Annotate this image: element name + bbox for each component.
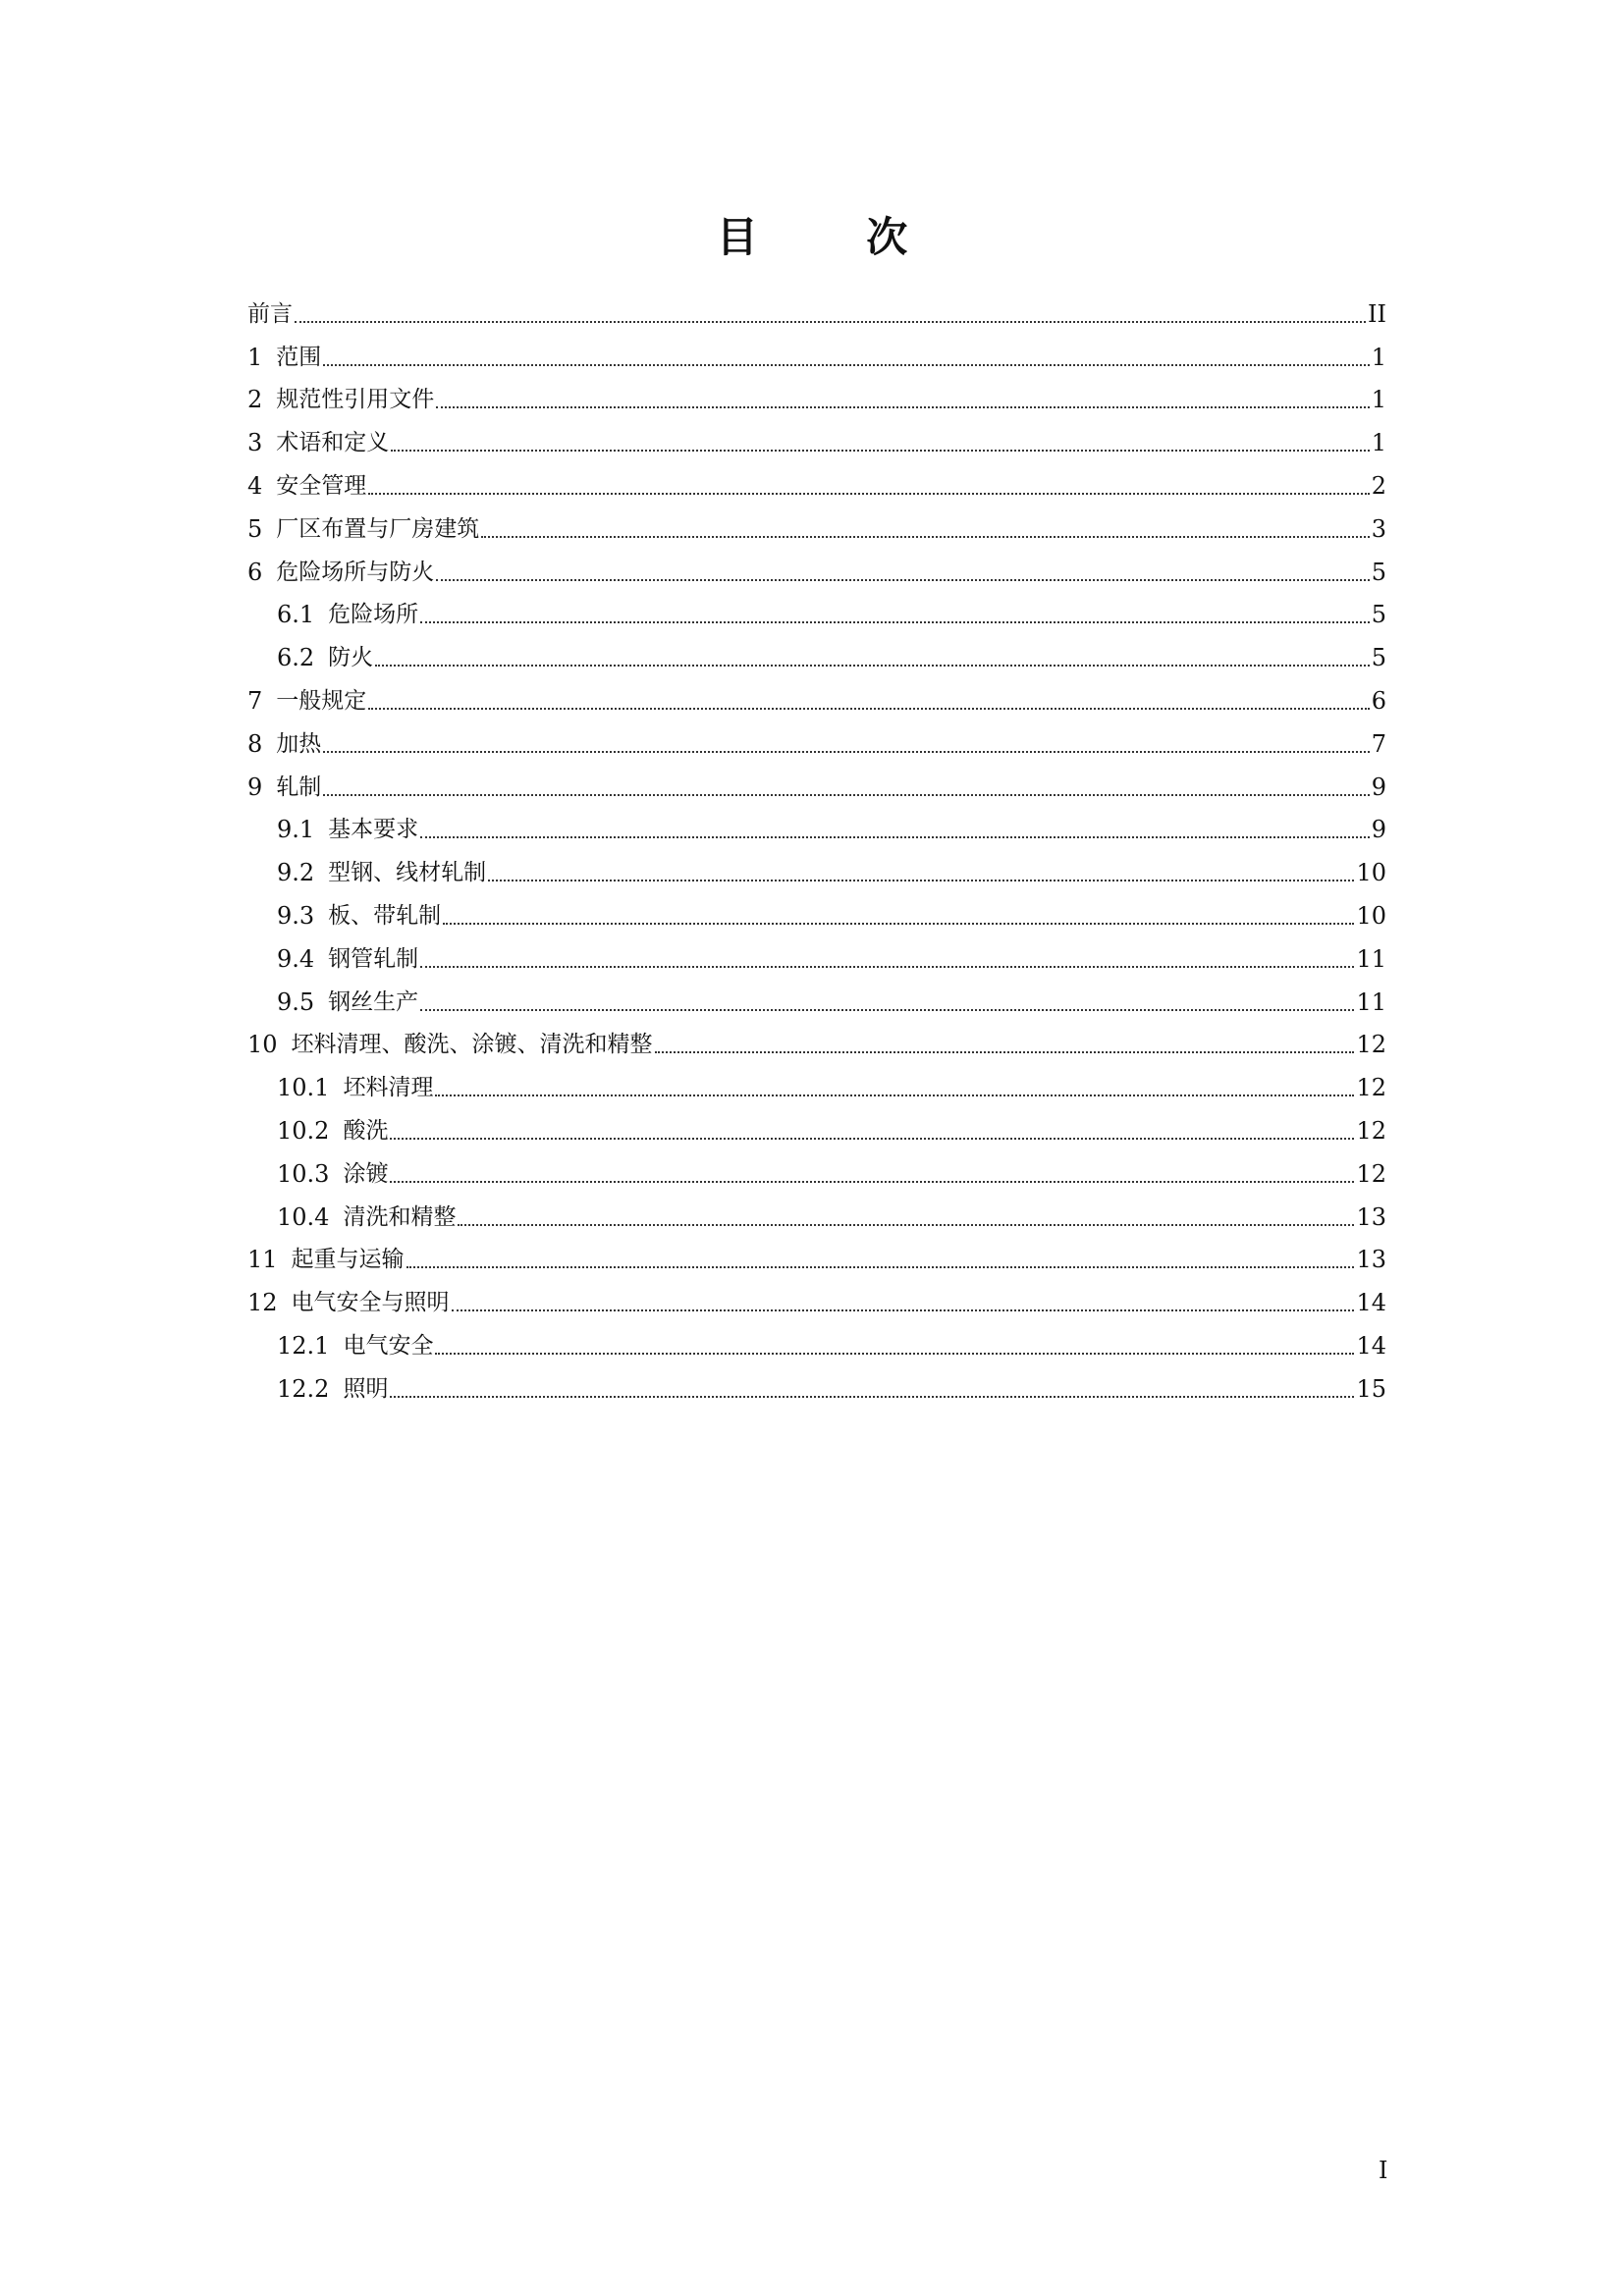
toc-entry[interactable] — [247, 844, 1386, 887]
toc-entry-page: 5 — [1371, 601, 1386, 629]
toc-entry-title: 板、带轧制 — [328, 902, 442, 929]
toc-entry-page: 15 — [1356, 1374, 1386, 1403]
toc-entry-page: 12 — [1356, 1031, 1386, 1059]
dot-leader — [390, 1396, 1354, 1398]
toc-entry-title: 涂镀 — [343, 1160, 389, 1187]
toc-entry-page: 7 — [1371, 729, 1386, 758]
toc-entry[interactable] — [247, 1102, 1386, 1146]
toc-entry[interactable] — [247, 629, 1386, 672]
toc-entry-page: 9 — [1371, 773, 1386, 801]
toc-entry-number: 9.4 — [277, 944, 315, 973]
toc-entry-page: 2 — [1371, 471, 1386, 500]
toc-entry-page: 14 — [1356, 1331, 1386, 1360]
toc-entry-number: 9.5 — [277, 988, 315, 1016]
toc-entry[interactable] — [247, 587, 1386, 630]
toc-entry-number: 10.3 — [277, 1159, 330, 1188]
dot-leader — [368, 493, 1369, 495]
toc-entry[interactable] — [247, 1317, 1386, 1361]
toc-entry-number: 1 — [247, 343, 263, 371]
dot-leader — [323, 751, 1369, 753]
dot-leader — [390, 1138, 1354, 1140]
dot-leader — [420, 836, 1370, 838]
toc-entry[interactable] — [247, 501, 1386, 544]
toc-entry-page: 12 — [1356, 1116, 1386, 1145]
toc-entry-title: 前言 — [247, 300, 293, 327]
dot-leader — [368, 708, 1369, 710]
toc-entry[interactable] — [247, 544, 1386, 587]
toc-entry[interactable] — [247, 1189, 1386, 1232]
toc-entry-page: II — [1368, 299, 1386, 328]
toc-entry[interactable] — [247, 457, 1386, 501]
toc-entry-title: 加热 — [276, 730, 322, 757]
toc-entry-title: 一般规定 — [276, 687, 367, 714]
toc-entry-title: 危险场所 — [328, 602, 419, 628]
toc-entry-number: 8 — [247, 729, 263, 758]
toc-entry[interactable] — [247, 1146, 1386, 1189]
toc-entry-page: 6 — [1371, 686, 1386, 715]
toc-entry-title: 钢管轧制 — [328, 945, 419, 972]
toc-entry[interactable] — [247, 286, 1386, 329]
toc-entry-title: 型钢、线材轧制 — [328, 860, 487, 886]
toc-entry-title: 基本要求 — [328, 817, 419, 843]
toc-entry-title: 钢丝生产 — [328, 988, 419, 1015]
dot-leader — [323, 794, 1369, 796]
toc-entry[interactable] — [247, 931, 1386, 974]
toc-entry-number: 6 — [247, 558, 263, 586]
toc-entry-number: 3 — [247, 429, 263, 457]
toc-entry-number: 9.1 — [277, 816, 315, 844]
toc-entry-number: 11 — [247, 1246, 278, 1274]
dot-leader — [436, 406, 1369, 408]
toc-entry-title: 防火 — [328, 645, 374, 671]
toc-entry-number: 9.2 — [277, 859, 315, 887]
toc-entry-page: 1 — [1371, 343, 1386, 371]
toc-entry-number: 10 — [247, 1031, 278, 1059]
toc-entry-page: 13 — [1356, 1202, 1386, 1231]
toc-entry[interactable] — [247, 414, 1386, 457]
toc-entry-title: 照明 — [343, 1375, 389, 1402]
toc-entry-title: 轧制 — [276, 774, 322, 800]
toc-entry[interactable] — [247, 1017, 1386, 1060]
toc-entry-page: 12 — [1356, 1074, 1386, 1102]
toc-entry-page: 12 — [1356, 1159, 1386, 1188]
toc-entry[interactable] — [247, 887, 1386, 931]
toc-entry-page: 10 — [1356, 901, 1386, 930]
toc-entry-number: 4 — [247, 471, 263, 500]
toc-entry-number: 12.2 — [277, 1374, 330, 1403]
toc-entry-page: 3 — [1371, 514, 1386, 543]
toc-entry-number: 6.1 — [277, 601, 315, 629]
toc-entry-number: 10.1 — [277, 1074, 330, 1102]
toc-entry-title: 术语和定义 — [276, 430, 390, 456]
toc-entry-title: 电气安全 — [343, 1332, 434, 1359]
toc-entry[interactable] — [247, 1232, 1386, 1275]
dot-leader — [420, 1009, 1354, 1011]
dot-leader — [391, 450, 1369, 452]
dot-leader — [435, 1095, 1354, 1096]
page-title: 目 次 — [716, 213, 955, 261]
toc-entry-title: 安全管理 — [276, 472, 367, 499]
toc-entry-number: 9.3 — [277, 901, 315, 930]
toc-entry[interactable] — [247, 759, 1386, 802]
dot-leader — [488, 880, 1354, 881]
dot-leader — [295, 321, 1366, 323]
toc-entry[interactable] — [247, 329, 1386, 372]
toc-entry-number: 2 — [247, 386, 263, 414]
toc-entry[interactable] — [247, 802, 1386, 845]
toc-entry[interactable] — [247, 716, 1386, 759]
toc-entry-title: 厂区布置与厂房建筑 — [276, 515, 480, 542]
toc-entry[interactable] — [247, 672, 1386, 716]
toc-entry-page: 14 — [1356, 1289, 1386, 1317]
toc-entry[interactable] — [247, 1059, 1386, 1102]
dot-leader — [452, 1309, 1355, 1311]
toc-entry-number: 9 — [247, 773, 263, 801]
toc-entry-title: 电气安全与照明 — [291, 1290, 450, 1316]
toc-entry-page: 1 — [1371, 386, 1386, 414]
toc-entry-page: 9 — [1371, 816, 1386, 844]
dot-leader — [481, 536, 1369, 538]
toc-entry-title: 规范性引用文件 — [276, 387, 435, 413]
toc-entry-title: 范围 — [276, 344, 322, 370]
toc-entry-page: 10 — [1356, 859, 1386, 887]
toc-entry-number: 12 — [247, 1289, 278, 1317]
toc-entry-number: 12.1 — [277, 1331, 330, 1360]
toc-entry-title: 起重与运输 — [291, 1247, 405, 1273]
toc-entry-page: 13 — [1356, 1246, 1386, 1274]
toc-entry-number: 10.2 — [277, 1116, 330, 1145]
dot-leader — [436, 579, 1369, 581]
toc-entry-title: 酸洗 — [343, 1117, 389, 1144]
toc-entry-number: 7 — [247, 686, 263, 715]
dot-leader — [420, 621, 1370, 623]
toc-entry-page: 5 — [1371, 644, 1386, 672]
toc-entry-title: 坯料清理、酸洗、涂镀、清洗和精整 — [291, 1032, 653, 1058]
toc-entry-page: 11 — [1356, 988, 1386, 1016]
toc-entry-title: 清洗和精整 — [343, 1203, 457, 1230]
dot-leader — [375, 665, 1370, 667]
table-of-contents — [247, 286, 1386, 1404]
toc-entry-number: 6.2 — [277, 644, 315, 672]
toc-entry-page: 11 — [1356, 944, 1386, 973]
toc-entry-number: 5 — [247, 514, 263, 543]
toc-entry-title: 危险场所与防火 — [276, 559, 435, 585]
dot-leader — [323, 364, 1369, 366]
dot-leader — [420, 966, 1354, 968]
toc-entry[interactable] — [247, 974, 1386, 1017]
toc-entry-number: 10.4 — [277, 1202, 330, 1231]
dot-leader — [390, 1181, 1354, 1183]
toc-entry-title: 坯料清理 — [343, 1075, 434, 1101]
dot-leader — [435, 1353, 1354, 1355]
toc-entry[interactable] — [247, 1361, 1386, 1404]
page-number: I — [1379, 2157, 1388, 2184]
dot-leader — [655, 1051, 1355, 1053]
toc-entry[interactable] — [247, 372, 1386, 415]
dot-leader — [458, 1224, 1354, 1226]
toc-entry-page: 1 — [1371, 429, 1386, 457]
dot-leader — [443, 923, 1354, 925]
toc-entry-page: 5 — [1371, 558, 1386, 586]
dot-leader — [406, 1266, 1355, 1268]
toc-entry[interactable] — [247, 1274, 1386, 1317]
